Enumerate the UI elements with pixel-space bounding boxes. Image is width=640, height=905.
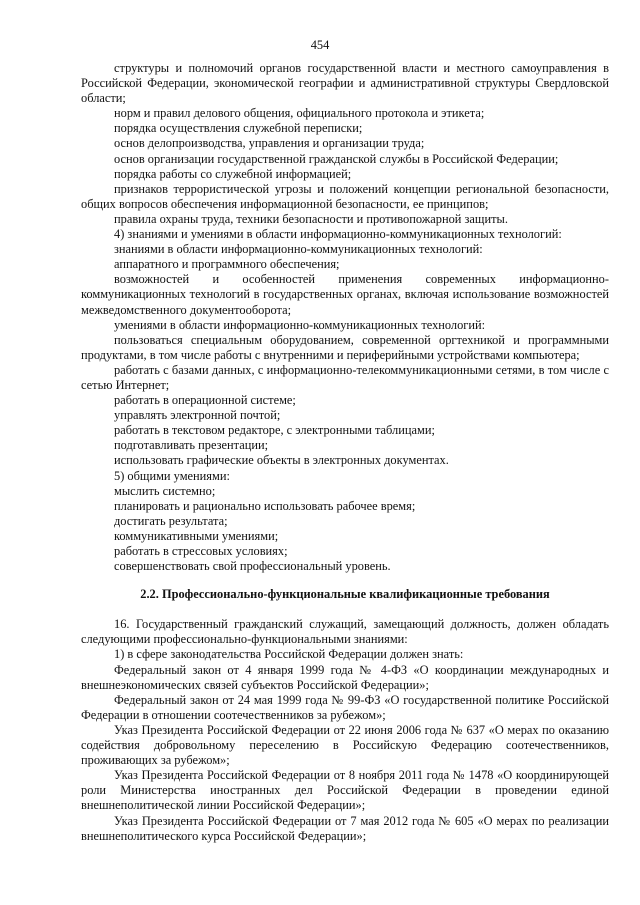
paragraph: возможностей и особенностей применения современных информационно-коммуникационных технологий в государственных органах, включая использование возможностей межведомственного документооборота; xyxy=(81,272,609,317)
paragraph: основ организации государственной гражданской службы в Российской Федерации; xyxy=(114,151,559,166)
paragraph: знаниями в области информационно-коммуникационных технологий: xyxy=(114,242,483,257)
paragraph: норм и правил делового общения, официального протокола и этикета; xyxy=(114,106,485,121)
paragraph: достигать результата; xyxy=(114,513,228,528)
paragraph: правила охраны труда, техники безопасности и противопожарной защиты. xyxy=(114,211,508,226)
paragraph: умениями в области информационно-коммуникационных технологий: xyxy=(114,317,486,332)
paragraph: Федеральный закон от 24 мая 1999 года № 99-ФЗ «О государственной политике Российской Федерации в отношении соотечественников за рубежом»; xyxy=(81,692,609,722)
paragraph: Федеральный закон от 4 января 1999 года № 4-ФЗ «О координации международных и внешнеэкономических связей субъектов Российской Федерации»; xyxy=(81,662,609,692)
paragraph: работать с базами данных, с информационно-телекоммуникационными сетями, в том числе с сетью Интернет; xyxy=(81,362,609,392)
paragraph: структуры и полномочий органов государственной власти и местного самоуправления в Российской Федерации, экономической географии и административной структуры Свердловской области; xyxy=(81,61,609,106)
section-title: 2.2. Профессионально-функциональные квалификационные требования xyxy=(140,587,550,602)
paragraph: коммуникативными умениями; xyxy=(114,528,279,543)
text-body xyxy=(81,61,609,844)
paragraph: планировать и рационально использовать рабочее время; xyxy=(114,498,416,513)
paragraph: Указ Президента Российской Федерации от 8 ноября 2011 года № 1478 «О координирующей роли Министерства иностранных дел Российской Федерации в проведении единой внешнеполитической линии Российской Федерации»; xyxy=(81,768,609,813)
paragraph: 4) знаниями и умениями в области информационно-коммуникационных технологий: xyxy=(114,227,562,242)
paragraph: мыслить системно; xyxy=(114,483,216,498)
paragraph: порядка осуществления служебной переписки; xyxy=(114,121,363,136)
paragraph: 1) в сфере законодательства Российской Федерации должен знать: xyxy=(114,647,464,662)
paragraph: работать в стрессовых условиях; xyxy=(114,544,288,558)
paragraph: Указ Президента Российской Федерации от 22 июня 2006 года № 637 «О мерах по оказанию содействия добровольному переселению в Российскую Федерацию соотечественников, проживающих за рубежом»; xyxy=(81,722,609,768)
paragraph: работать в текстовом редакторе, с электронными таблицами; xyxy=(114,423,435,438)
paragraph: 16. Государственный гражданский служащий, замещающий должность, должен обладать следующими профессионально-функциональными знаниями: xyxy=(81,617,609,647)
functional-requirements-list xyxy=(81,617,609,843)
page-number: 454 xyxy=(310,38,330,52)
paragraph: 5) общими умениями: xyxy=(114,468,230,483)
paragraph: порядка работы со служебной информацией; xyxy=(114,166,352,181)
paragraph: Указ Президента Российской Федерации от 7 мая 2012 года № 605 «О мерах по реализации внешнеполитического курса Российской Федерации»; xyxy=(81,813,609,843)
paragraph: признаков террористической угрозы и положений концепции региональной безопасности, общих вопросов обеспечения информационной безопасности, ее принципов; xyxy=(81,181,609,211)
paragraph: подготавливать презентации; xyxy=(114,438,269,453)
paragraph: аппаратного и программного обеспечения; xyxy=(114,257,340,272)
paragraph: пользоваться специальным оборудованием, современной оргтехникой и программными продуктами, в том числе работы с внутренними и периферийными устройствами компьютера; xyxy=(81,332,609,362)
requirements-list xyxy=(81,61,609,574)
paragraph: использовать графические объекты в электронных документах. xyxy=(114,453,449,468)
paragraph: управлять электронной почтой; xyxy=(114,408,281,423)
paragraph: работать в операционной системе; xyxy=(114,393,296,408)
paragraph: основ делопроизводства, управления и организации труда; xyxy=(114,136,425,151)
paragraph: совершенствовать свой профессиональный уровень. xyxy=(114,559,391,574)
